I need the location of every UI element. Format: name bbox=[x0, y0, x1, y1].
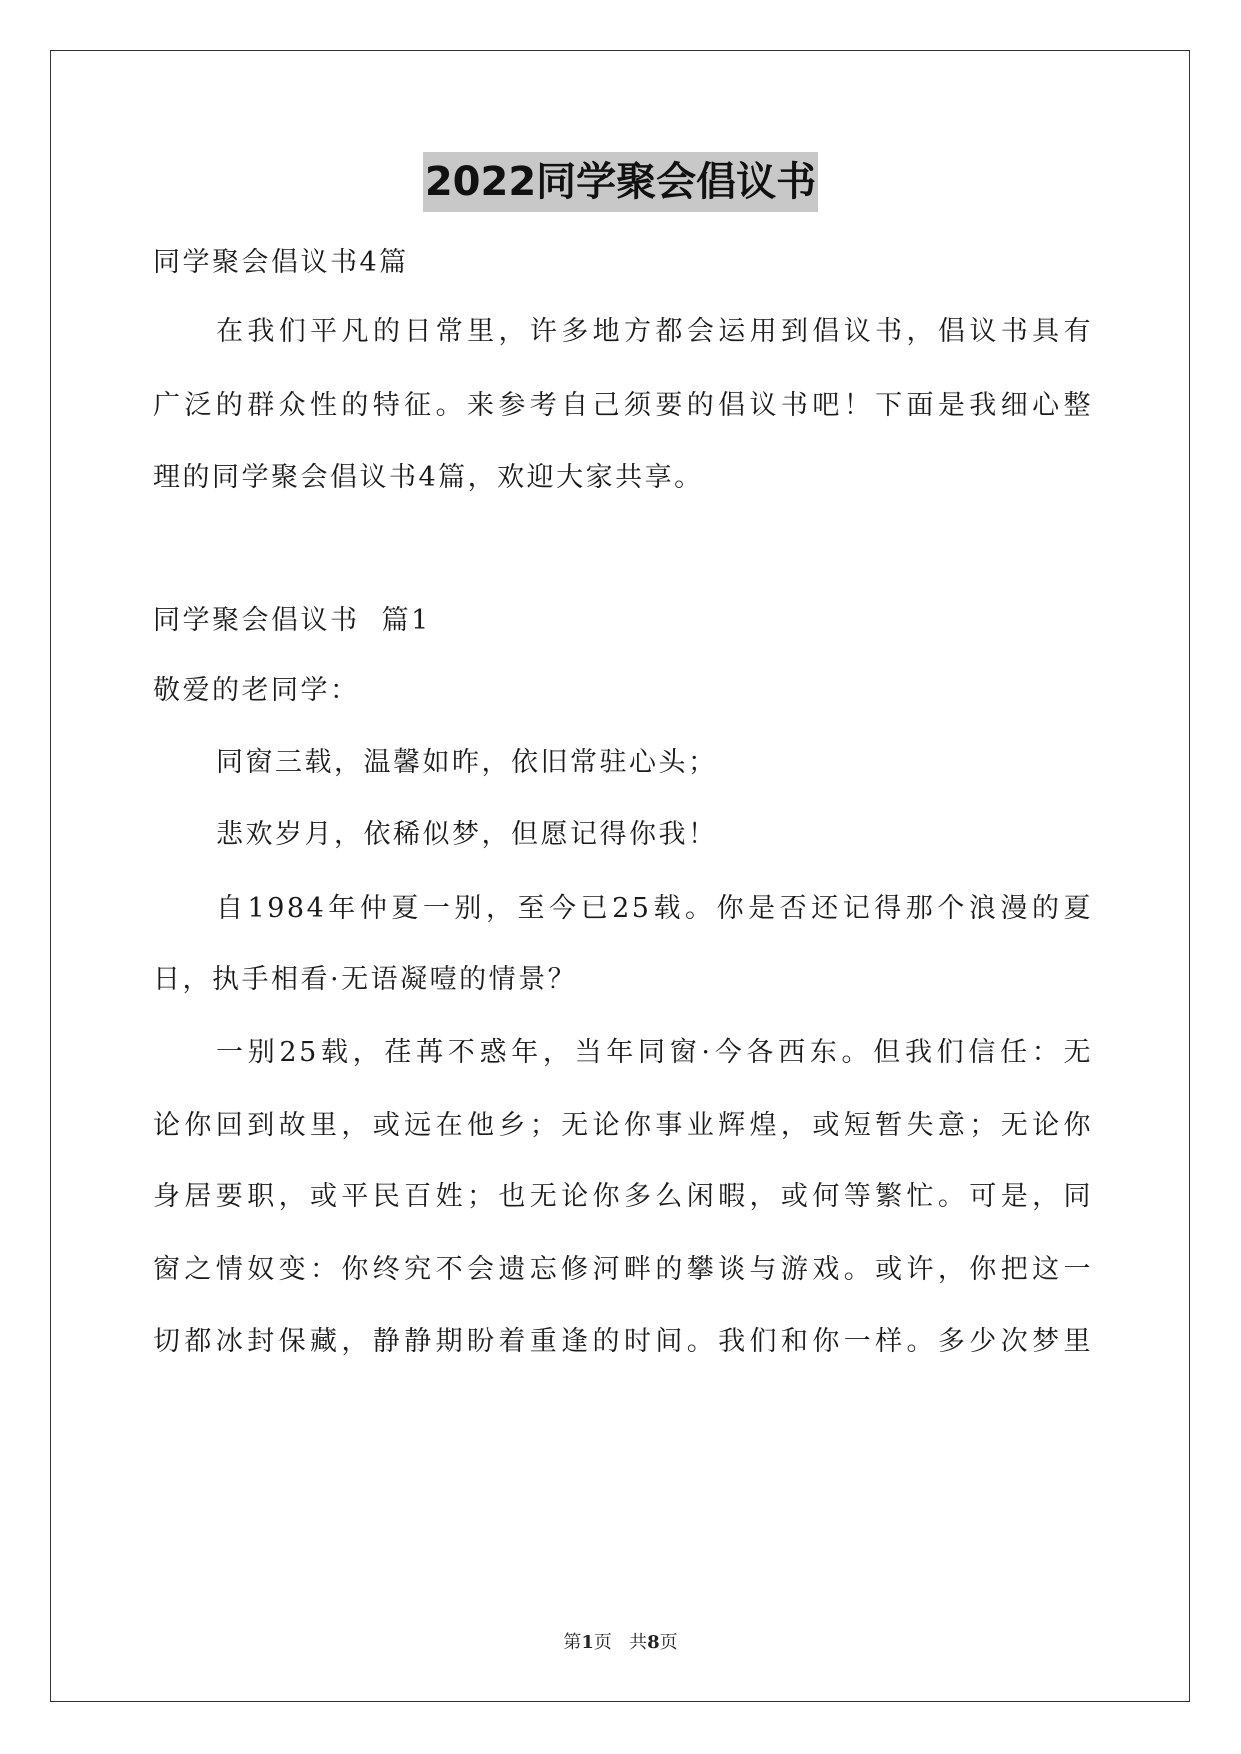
section-heading: 同学聚会倡议书 篇1 bbox=[153, 605, 431, 636]
page-footer bbox=[0, 1630, 1241, 1656]
intro-line-3: 理的同学聚会倡议书4篇，欢迎大家共享。 bbox=[153, 462, 704, 493]
page-border bbox=[50, 50, 1190, 1702]
footer-label-post: 页 bbox=[659, 1632, 678, 1653]
subtitle: 同学聚会倡议书4篇 bbox=[153, 247, 409, 278]
body-line-5: 一别25载，荏苒不惑年，当年同窗·今各西东。但我们信任：无 bbox=[216, 1037, 1093, 1068]
footer-label-mid: 页 共 bbox=[593, 1632, 648, 1653]
intro-line-1: 在我们平凡的日常里，许多地方都会运用到倡议书，倡议书具有 bbox=[216, 316, 1093, 347]
intro-line-2: 广泛的群众性的特征。来参考自己须要的倡议书吧！下面是我细心整 bbox=[153, 390, 1093, 421]
footer-page-current: 1 bbox=[581, 1632, 594, 1653]
document-title: 2022同学聚会倡议书 bbox=[423, 152, 818, 212]
body-line-8: 窗之情奴变：你终究不会遗忘修河畔的攀谈与游戏。或许，你把这一 bbox=[153, 1254, 1093, 1285]
body-line-3: 自1984年仲夏一别，至今已25载。你是否还记得那个浪漫的夏 bbox=[216, 893, 1093, 924]
body-line-7: 身居要职，或平民百姓；也无论你多么闲暇，或何等繁忙。可是，同 bbox=[153, 1181, 1093, 1212]
body-line-9: 切都冰封保藏，静静期盼着重逢的时间。我们和你一样。多少次梦里 bbox=[153, 1326, 1093, 1357]
footer-page-total: 8 bbox=[647, 1632, 660, 1653]
body-line-4: 日，执手相看·无语凝噎的情景？ bbox=[153, 964, 578, 995]
salutation: 敬爱的老同学： bbox=[153, 675, 360, 706]
body-line-6: 论你回到故里，或远在他乡；无论你事业辉煌，或短暂失意；无论你 bbox=[153, 1110, 1093, 1141]
title-container bbox=[0, 152, 1241, 212]
body-line-1: 同窗三载，温馨如昨，依旧常驻心头； bbox=[216, 747, 718, 778]
body-line-2: 悲欢岁月，依稀似梦，但愿记得你我！ bbox=[216, 819, 718, 850]
footer-label-pre: 第 bbox=[563, 1632, 582, 1653]
